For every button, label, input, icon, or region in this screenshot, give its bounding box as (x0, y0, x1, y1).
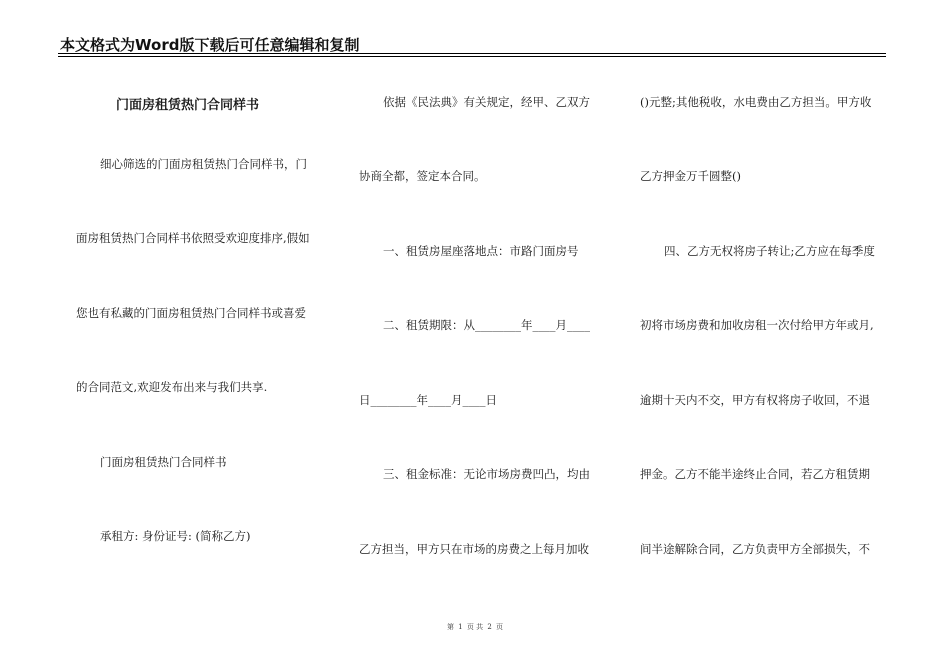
text-line: 初将市场房费和加收房租一次付给甲方年或月, (640, 318, 874, 332)
document-title: 门面房租赁热门合同样书 (116, 98, 260, 113)
text-line: 四、乙方无权将房子转让;乙方应在每季度 (664, 244, 875, 258)
page-unit: 页 (496, 623, 504, 631)
text-line: 间半途解除合同，乙方负责甲方全部损失，不 (640, 542, 870, 556)
text-line: 您也有私藏的门面房租赁热门合同样书或喜爱 (76, 306, 306, 320)
page-separator: 页 共 (466, 623, 484, 631)
header-banner: 本文格式为Word版下载后可任意编辑和复制 (60, 36, 360, 54)
text-line: 押金。乙方不能半途终止合同，若乙方租赁期 (640, 467, 870, 481)
banner-divider (58, 53, 886, 54)
text-line: 三、租金标准：无论市场房费凹凸，均由 (383, 467, 590, 481)
text-line: 一、租赁房屋座落地点：市路门面房号 (383, 244, 579, 258)
page-total: 2 (487, 623, 492, 631)
text-line: 乙方担当，甲方只在市场的房费之上每月加收 (359, 542, 589, 556)
text-line: 面房租赁热门合同样书依照受欢迎度排序,假如 (76, 231, 310, 245)
text-line: 依据《民法典》有关规定，经甲、乙双方 (383, 95, 590, 109)
text-line: 乙方押金万千圆整() (640, 169, 741, 183)
text-line: ()元整;其他税收，水电费由乙方担当。甲方收 (640, 95, 872, 109)
text-line: 承租方: 身份证号: (简称乙方) (100, 529, 251, 543)
text-line: 逾期十天内不交，甲方有权将房子收回，不退 (640, 393, 870, 407)
text-line: 细心筛选的门面房租赁热门合同样书，门 (100, 157, 307, 171)
text-line: 协商全都，签定本合同。 (359, 169, 486, 183)
text-line: 门面房租赁热门合同样书 (100, 455, 227, 469)
page-number: 1 (458, 623, 463, 631)
text-line: 日________年____月____日 (359, 393, 497, 407)
page-label: 第 (446, 623, 454, 631)
page-footer (0, 622, 950, 632)
banner-divider (58, 56, 886, 57)
text-line: 二、租赁期限：从________年____月____ (383, 318, 590, 332)
text-line: 的合同范文,欢迎发布出来与我们共享. (76, 380, 268, 394)
